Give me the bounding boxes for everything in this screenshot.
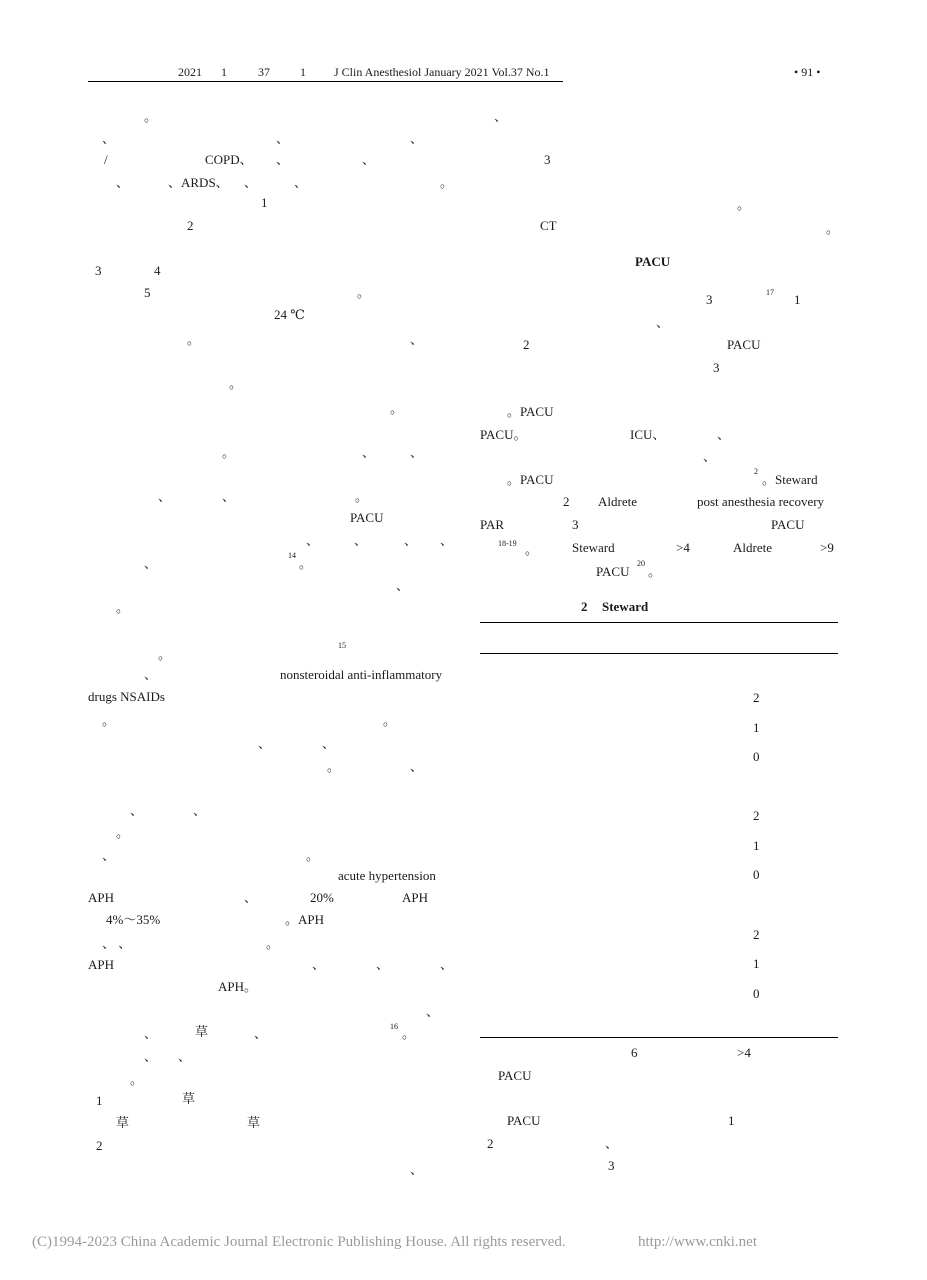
text-fragment: 。Steward (762, 472, 818, 487)
copyright-notice: (C)1994-2023 China Academic Journal Electronic Publishing House. All rights reserved. (32, 1234, 566, 1250)
text-fragment: 。 (355, 489, 369, 504)
header-year: 2021 (178, 65, 202, 79)
table-note-fragment: PACU (498, 1068, 532, 1083)
text-fragment: PACU (350, 510, 384, 525)
table-note-fragment: 2 (487, 1136, 494, 1151)
text-fragment: 。 (299, 556, 313, 571)
text-fragment: 、 (426, 1004, 440, 1019)
text-fragment: 、 (306, 533, 320, 548)
text-fragment: 、 (410, 445, 424, 460)
header-page-number: • 91 • (794, 65, 821, 79)
text-fragment: 、 (312, 957, 326, 972)
header-rule (88, 81, 563, 82)
text-fragment: 、ARDS、 (168, 175, 229, 190)
text-fragment: 2 (523, 337, 530, 352)
text-fragment: 、 (703, 449, 717, 464)
text-fragment: APH (88, 957, 115, 972)
text-fragment: 3 (572, 517, 579, 532)
text-fragment: 、 (158, 489, 172, 504)
citation-superscript: 2 (754, 467, 758, 476)
text-fragment: COPD、 (205, 152, 253, 167)
table-note-fragment: 6 (631, 1045, 638, 1060)
text-fragment: 、 (440, 533, 454, 548)
text-fragment: 。 (266, 936, 280, 951)
text-fragment: Steward (572, 540, 615, 555)
text-fragment: 、 (376, 957, 390, 972)
text-fragment: 。PACU (507, 404, 554, 419)
header-journal-citation: J Clin Anesthesiol January 2021 Vol.37 No.1 (334, 65, 550, 79)
table-note-fragment: 1 (728, 1113, 735, 1128)
text-fragment: 、 (276, 131, 290, 146)
text-fragment: 、 (244, 175, 258, 190)
text-fragment: 、 (193, 803, 207, 818)
text-fragment: 。 (357, 285, 371, 300)
text-fragment: 。 (158, 647, 172, 662)
text-fragment: 。 (229, 376, 243, 391)
text-fragment: 、 (410, 332, 424, 347)
text-fragment: 、 (276, 152, 290, 167)
text-fragment: 。 (306, 848, 320, 863)
header-volume: 37 (258, 65, 270, 79)
text-fragment: 、 (396, 578, 410, 593)
text-fragment: 2 (96, 1138, 103, 1153)
text-fragment: 、 (116, 175, 130, 190)
text-fragment: PACU (596, 564, 630, 579)
text-fragment: 24 ℃ (274, 307, 305, 322)
text-fragment: 、 (178, 1049, 192, 1064)
citation-superscript: 17 (766, 288, 774, 297)
citation-superscript: 15 (338, 641, 346, 650)
text-fragment: PACU (771, 517, 805, 532)
text-fragment: 。APH (285, 912, 325, 927)
text-fragment: 。 (327, 759, 341, 774)
text-fragment: 。 (222, 445, 236, 460)
text-fragment: 。 (737, 197, 751, 212)
text-fragment: 、 (440, 957, 454, 972)
text-fragment: APH。 (218, 979, 258, 994)
text-fragment: PACU (727, 337, 761, 352)
text-fragment: 、 (294, 175, 308, 190)
citation-superscript: 18-19 (498, 539, 517, 548)
table-top-rule (480, 622, 838, 623)
text-fragment: 。 (130, 1072, 144, 1087)
text-fragment: post anesthesia recovery (697, 494, 825, 509)
table-note-fragment: 、 (605, 1136, 619, 1151)
text-fragment: 。 (826, 221, 840, 236)
text-fragment: Aldrete (598, 494, 637, 509)
text-fragment: 。 (402, 1026, 416, 1041)
text-fragment: 、 (322, 736, 336, 751)
table-score-cell: 1 (753, 838, 760, 853)
text-fragment: 、 (102, 848, 116, 863)
table-score-cell: 2 (753, 690, 760, 705)
text-fragment: 1 (96, 1093, 103, 1108)
table-score-cell: 0 (753, 867, 760, 882)
text-fragment: 。 (116, 825, 130, 840)
table-score-cell: 2 (753, 927, 760, 942)
text-fragment: 2 (187, 218, 194, 233)
text-fragment: 、 (144, 667, 158, 682)
text-fragment: 。 (390, 401, 404, 416)
text-fragment: / (104, 152, 108, 167)
table-score-cell: 0 (753, 986, 760, 1001)
text-fragment: >9 (820, 540, 834, 555)
text-fragment: 。PACU (507, 472, 554, 487)
table-note-fragment: PACU (507, 1113, 541, 1128)
table-score-cell: 1 (753, 720, 760, 735)
text-fragment: 20% (310, 890, 334, 905)
text-fragment: 、 (144, 1026, 158, 1041)
text-fragment: PACU。 (480, 427, 527, 442)
text-fragment: 3 (95, 263, 102, 278)
header-issue: 1 (300, 65, 306, 79)
text-fragment: nonsteroidal anti-inflammatory (280, 667, 443, 682)
text-fragment: 、 (144, 556, 158, 571)
table-note-fragment: 3 (608, 1158, 615, 1173)
text-fragment: 。 (144, 109, 158, 124)
text-fragment: ICU、 (630, 427, 666, 442)
text-fragment: drugs NSAIDs (88, 689, 165, 704)
table-note-fragment: >4 (737, 1045, 751, 1060)
text-fragment: 、 (362, 445, 376, 460)
text-fragment: 、 (222, 489, 236, 504)
table-caption-number: 2 (581, 599, 588, 614)
text-fragment: 草 (195, 1024, 209, 1039)
citation-superscript: 20 (637, 559, 645, 568)
table-caption-name: Steward (602, 599, 649, 614)
text-fragment: 草 (182, 1091, 196, 1106)
text-fragment: >4 (676, 540, 690, 555)
text-fragment: 4 (154, 263, 161, 278)
text-fragment: 、 (144, 1049, 158, 1064)
text-fragment: 、 (404, 533, 418, 548)
table-header-rule (480, 653, 838, 654)
table-score-cell: 0 (753, 749, 760, 764)
text-fragment: 、 (717, 427, 731, 442)
text-fragment: 3 (713, 360, 720, 375)
text-fragment: 、 (494, 109, 508, 124)
text-fragment: 、 (354, 533, 368, 548)
text-fragment: 草 (116, 1115, 130, 1130)
text-fragment: 3 (544, 152, 551, 167)
text-fragment: 草 (247, 1115, 261, 1130)
text-fragment: CT (540, 218, 557, 233)
text-fragment: 、 (410, 759, 424, 774)
text-fragment: 。 (102, 713, 116, 728)
text-fragment: 2 (563, 494, 570, 509)
text-fragment: PAR (480, 517, 505, 532)
text-fragment: 、 (258, 736, 272, 751)
text-fragment: 、 (102, 131, 116, 146)
text-fragment: 4%～35% (106, 912, 161, 927)
text-fragment: 1 (261, 195, 268, 210)
text-fragment: 、 (130, 803, 144, 818)
text-fragment: 5 (144, 285, 151, 300)
text-fragment: 。 (525, 542, 539, 557)
text-fragment: 3 (706, 292, 713, 307)
footer-url-link[interactable]: http://www.cnki.net (638, 1234, 758, 1250)
table-bottom-rule (480, 1037, 838, 1038)
text-fragment: acute hypertension (338, 868, 436, 883)
text-fragment: 、 (244, 890, 258, 905)
text-fragment: Aldrete (733, 540, 772, 555)
text-fragment: 、 (410, 1162, 424, 1177)
text-fragment: 、 、 (102, 936, 132, 951)
text-fragment: 。 (648, 564, 662, 579)
text-fragment: 、 (656, 315, 670, 330)
citation-superscript: 16 (390, 1022, 398, 1031)
text-fragment: 。 (383, 713, 397, 728)
text-fragment: 、 (254, 1026, 268, 1041)
text-fragment: 。 (187, 332, 201, 347)
text-fragment: APH (88, 890, 115, 905)
citation-superscript: 14 (288, 551, 296, 560)
text-fragment: 、 (362, 152, 376, 167)
section-heading: PACU (635, 254, 671, 269)
text-fragment: 。 (116, 600, 130, 615)
text-fragment: 。 (440, 175, 454, 190)
table-score-cell: 2 (753, 808, 760, 823)
header-month: 1 (221, 65, 227, 79)
text-fragment: 、 (410, 131, 424, 146)
text-fragment: APH (402, 890, 429, 905)
text-fragment: 1 (794, 292, 801, 307)
table-score-cell: 1 (753, 956, 760, 971)
